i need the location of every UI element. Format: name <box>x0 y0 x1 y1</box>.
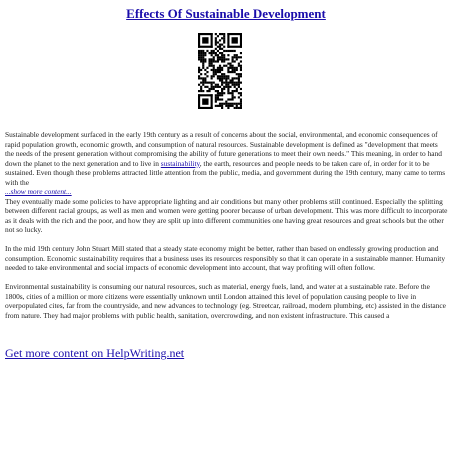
paragraph-2: They eventually made some policies to have appropriate lighting and air conditions but many other problems still continued. Especially the splitting between different racial groups, as well as men and women were getting poorer because of urban development. This was more difficult to incorporate as it deals with the rich and the poor, and how they are split up into different communities one having great resources and great schools but the other not so lucky. <box>5 196 448 234</box>
paragraph-1 <box>5 130 448 235</box>
paragraph-4: Environmental sustainability is consuming our natural resources, such as material, energy fuels, land, and water at a sustainable rate. Before the 1800s, cities of a million or more citizens were essentially unknown until London attained this level of population causing people to live in overpopulated cites, far from the countryside, and new advances to technology (eg. Streetcar, railroad, modern plumbing, etc) assisted in the distance from nature. They had major problems with public health, sanitation, overcrowding, and non existent infrastructure. This caused a <box>5 282 446 320</box>
paragraph-3: In the mid 19th century John Stuart Mill stated that a steady state economy might be better, rather than based on endlessly growing production and consumption. Economic sustainability requires that a business uses its resources responsibly so that it can operate in a sustainable manner. Humanity needed to take environmental and social impacts of economic development into account, that way profiting will often follow. <box>5 244 446 272</box>
title-link[interactable]: Effects Of Sustainable Development <box>126 6 326 21</box>
paragraph-1-text-b: , the earth, resources and people needs to be taken care of, in order for it to be sustained. Even though these problems attracted little attention from the public, media, and government during the 19th century, many came to terms with the <box>5 158 446 187</box>
paragraph-1-text-a: Sustainable development surfaced in the early 19th century as a result of concerns about the social, environmental, and economic consequences of rapid population growth, economic growth, and consumption of natural resources. Sustainable development is defined as "development that meets the needs of the present generation without compromising the ability of future generations to meet their own needs." This meaning, in order to hand down the planet to the next generation and to live in <box>5 130 442 168</box>
article-body <box>5 130 448 320</box>
page-title <box>0 6 452 22</box>
show-more-link[interactable]: ...show more content... <box>5 187 72 196</box>
qr-code-icon <box>198 33 242 109</box>
get-more-link[interactable]: Get more content on HelpWriting.net <box>5 346 185 360</box>
get-more-content <box>5 346 184 360</box>
sustainability-link[interactable]: sustainability <box>160 158 200 168</box>
